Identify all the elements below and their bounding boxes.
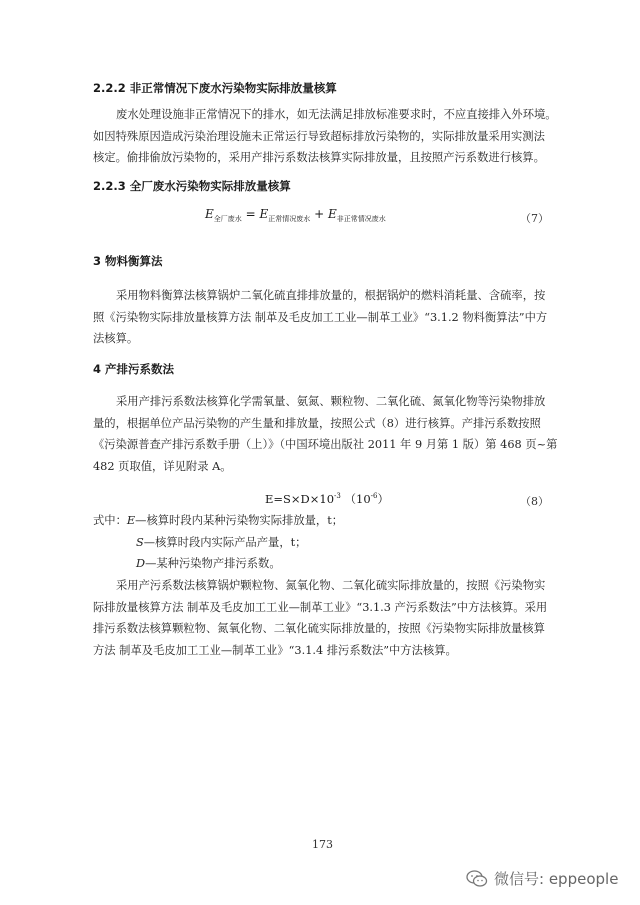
paragraph-line: 《污染源普查产排污系数手册（上）》（中国环境出版社 2011 年 9 月第 1 版）第 468 页~第 xyxy=(93,438,558,451)
section-3-heading: 3 物料衡算法 xyxy=(93,254,163,268)
paragraph-line: 量的，根据单位产品污染物的产生量和排放量，按照公式（8）进行核算。产排污系数按照 xyxy=(93,416,541,430)
section-222-paragraph xyxy=(93,104,557,169)
section-222-heading: 2.2.2 非正常情况下废水污染物实际排放量核算 xyxy=(93,81,337,95)
page-number: 173 xyxy=(312,838,333,851)
paragraph-line: 照《污染物实际排放量核算方法 制革及毛皮加工工业—制革工业》“3.1.2 物料衡算法”中方 xyxy=(93,310,548,324)
paragraph-line: 采用产排污系数法核算化学需氧量、氨氮、颗粒物、二氧化硫、氮氧化物等污染物排放 xyxy=(116,395,546,408)
section-4-heading: 4 产排污系数法 xyxy=(93,362,175,376)
paragraph-line: 采用产污系数法核算锅炉颗粒物、氮氧化物、二氧化硫实际排放量的，按照《污染物实 xyxy=(116,579,546,592)
section-4-closing-paragraph xyxy=(93,575,549,661)
paragraph-line: 法核算。 xyxy=(93,332,139,345)
paragraph-line: 方法 制革及毛皮加工工业—制革工业》“3.1.4 排污系数法”中方法核算。 xyxy=(93,643,457,657)
section-223-heading: 2.2.3 全厂废水污染物实际排放量核算 xyxy=(93,179,291,193)
paragraph-line: 排污系数法核算颗粒物、氮氧化物、二氧化硫实际排放量的，按照《污染物实际排放量核算 xyxy=(93,622,545,635)
section-4-paragraph xyxy=(93,391,558,477)
watermark-text: 微信号: eppeople xyxy=(494,870,619,888)
paragraph-line: 核定。偷排偷放污染物的，采用产排污系数法核算实际排放量，且按照产污系数进行核算。 xyxy=(93,151,545,164)
paragraph-line: 482 页取值，详见附录 A。 xyxy=(93,459,232,473)
section-3-paragraph xyxy=(93,285,549,350)
formula-7: $E_{全厂废水} = E_{正常情况废水} + E_{非正常情况废水}$ xyxy=(205,207,386,223)
formula-definitions xyxy=(93,510,549,575)
definition-line: S—核算时段内实际产品产量，t； xyxy=(136,535,307,549)
formula-7-number: （7） xyxy=(520,212,549,225)
paragraph-line: 采用物料衡算法核算锅炉二氧化硫直排排放量的，根据锅炉的燃料消耗量、含硫率，按 xyxy=(116,289,546,302)
formula-8: $E=S\times D\times 10^{-3}$ $(10^{-6})$ xyxy=(265,492,389,506)
paragraph-line: 废水处理设施非正常情况下的排水，如无法满足排放标准要求时，不应直接排入外环境。 xyxy=(116,108,557,121)
formula-8-number: （8） xyxy=(520,495,549,508)
definition-line: 式中：E—核算时段内某种污染物实际排放量，t； xyxy=(93,514,344,527)
wechat-icon xyxy=(466,870,488,888)
watermark xyxy=(466,868,618,889)
paragraph-line: 如因特殊原因造成污染治理设施未正常运行导致超标排放污染物的，实际排放量采用实测法 xyxy=(93,129,545,143)
definition-line: D—某种污染物产排污系数。 xyxy=(136,557,281,570)
paragraph-line: 际排放量核算方法 制革及毛皮加工工业—制革工业》“3.1.3 产污系数法”中方法核算。采用 xyxy=(93,600,548,614)
